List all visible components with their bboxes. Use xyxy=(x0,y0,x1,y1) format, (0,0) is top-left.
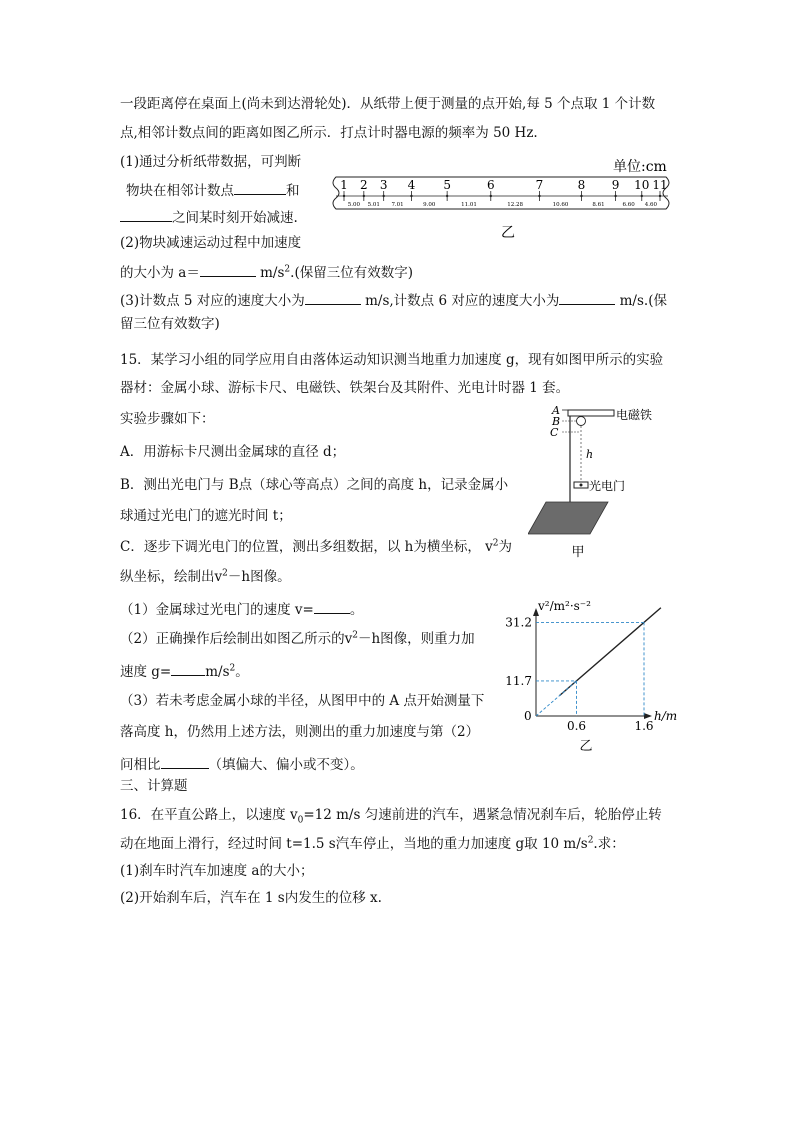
q15-step-c1: C．逐步下调光电门的位置，测出多组数据，以 h为横坐标， $v^2$为 xyxy=(120,538,512,555)
tape-point-label: 11 xyxy=(652,178,668,192)
answer-blank[interactable] xyxy=(171,661,205,676)
graph-origin-label: 0 xyxy=(524,709,532,723)
q15-sub3-line1: （3）若未考虑金属小球的半径，从图甲中的 A 点开始测量下 xyxy=(120,693,485,709)
tape-distance-label: 6.60 xyxy=(622,202,635,208)
tape-point-label: 3 xyxy=(379,178,388,192)
tape-distance-label: 4.60 xyxy=(644,202,658,208)
q15-sub3-line2: 落高度 h，仍然用上述方法，则测出的重力加速度与第（2） xyxy=(120,724,480,740)
q16-line1: 16．在平直公路上，以速度 $v_0=12$ m/s 匀速前进的汽车，遇紧急情况刹车后，轮胎停止转 xyxy=(120,807,662,826)
photogate-label: 光电门 xyxy=(589,479,626,493)
tape-point-label: 6 xyxy=(486,178,495,192)
answer-blank[interactable] xyxy=(120,207,172,222)
tape-point-label: 8 xyxy=(577,178,586,192)
q15-step-b2: 球通过光电门的遮光时间 t； xyxy=(120,508,292,524)
q15-step-b1: B．测出光电门与 B点（球心等高点）之间的高度 h，记录金属小 xyxy=(120,477,509,493)
section-3-title: 三、计算题 xyxy=(120,778,188,794)
tape-dot xyxy=(538,195,540,197)
answer-blank[interactable] xyxy=(314,599,350,614)
q14-intro-line2: 点,相邻计数点间的距离如图乙所示．打点计时器电源的频率为 50 Hz. xyxy=(120,125,538,141)
tape-point-label: 7 xyxy=(535,178,544,192)
q14-part3-line2: 留三位有效数字) xyxy=(120,316,220,332)
q15-sub2-line1: （2）正确操作后绘制出如图乙所示的$v^2-h$图像，则重力加 xyxy=(120,630,475,647)
q15-line3: 实验步骤如下： xyxy=(120,411,215,427)
graph-y-tick: 11.7 xyxy=(505,673,532,688)
q16-part2: (2)开始刹车后，汽车在 1 s内发生的位移 x. xyxy=(120,890,382,906)
tape-dot xyxy=(614,195,616,197)
tape-point-label: 1 xyxy=(340,178,348,192)
metal-ball xyxy=(577,417,586,426)
q14-part2-line2: 的大小为 $a= m/s^2$.(保留三位有效数字) xyxy=(120,262,413,282)
q15-line2: 器材：金属小球、游标卡尺、电磁铁、铁架台及其附件、光电计时器 1 套。 xyxy=(120,380,570,396)
q14-part2-line1: (2)物块减速运动过程中加速度 xyxy=(120,235,302,251)
graph-y-axis-label: v²/m²·s⁻² xyxy=(538,599,591,613)
apparatus-figure xyxy=(528,402,658,562)
graph-x-axis-label: h/m xyxy=(654,709,678,723)
base-plate xyxy=(528,502,608,534)
tape-dot xyxy=(410,195,412,197)
q14-part1-line1: (1)通过分析纸带数据，可判断 xyxy=(120,154,302,170)
answer-blank[interactable] xyxy=(161,754,209,769)
answer-blank[interactable] xyxy=(559,290,615,305)
graph-origin-guide xyxy=(536,681,577,716)
q14-part3-line1: (3)计数点 5 对应的速度大小为 m/s,计数点 6 对应的速度大小为 m/s.(保 xyxy=(120,290,667,310)
height-label: h xyxy=(586,448,594,461)
electromagnet xyxy=(568,410,614,416)
tape-dot xyxy=(641,195,643,197)
tape-dot xyxy=(363,195,365,197)
tape-dot xyxy=(382,195,384,197)
graph-x-tick: 1.6 xyxy=(634,719,654,733)
tape-distance-label: 8.61 xyxy=(592,202,605,208)
label-c: C xyxy=(550,426,559,439)
tape-distance-label: 9.00 xyxy=(423,202,436,208)
q15-step-a: A．用游标卡尺测出金属球的直径 d； xyxy=(120,444,346,460)
q14-part1-line3: 之间某时刻开始减速. xyxy=(120,207,298,227)
apparatus-caption: 甲 xyxy=(571,545,585,560)
q16-line2: 动在地面上滑行，经过时间 t=1.5 s汽车停止，当地的重力加速度 g取 10 $m/s^2$.求： xyxy=(120,835,625,852)
tape-point-label: 9 xyxy=(611,178,620,192)
q16-part1: (1)刹车时汽车加速度 a的大小； xyxy=(120,863,314,879)
tape-distance-label: 5.00 xyxy=(347,202,361,208)
graph-caption: 乙 xyxy=(579,739,593,754)
tape-point-label: 10 xyxy=(634,178,650,192)
v2-h-graph xyxy=(498,598,694,754)
tape-caption: 乙 xyxy=(501,225,515,241)
tape-distance-label: 7.01 xyxy=(391,202,404,208)
graph-x-tick: 0.6 xyxy=(566,719,587,733)
tape-dot xyxy=(659,195,661,197)
q15-sub1: （1）金属球过光电门的速度 v= 。 xyxy=(120,599,363,619)
q14-part1-line2: 物块在相邻计数点 和 xyxy=(126,180,300,200)
tape-dot xyxy=(580,195,582,197)
tape-point-label: 5 xyxy=(443,178,451,192)
tape-point-label: 2 xyxy=(359,178,368,192)
label-b: B xyxy=(552,415,561,428)
q15-sub2-line2: 速度 $g= m/s^2$。 xyxy=(120,661,249,681)
tape-distance-label: 5.01 xyxy=(367,202,380,208)
label-a: A xyxy=(552,404,560,417)
q15-sub3-line3: 问相比 （填偏大、偏小或不变）。 xyxy=(120,754,364,774)
graph-y-tick: 31.2 xyxy=(505,615,532,630)
tape-dot xyxy=(343,195,345,197)
q15-step-c2: 纵坐标，绘制出$v^2-h$图像。 xyxy=(120,568,291,585)
tape-unit-label: 单位:cm xyxy=(613,159,667,175)
q14-intro-line1: 一段距离停在桌面上(尚未到达滑轮处)．从纸带上便于测量的点开始,每 5 个点取 1 个计数 xyxy=(120,96,656,112)
tape-distance-label: 10.60 xyxy=(552,202,569,208)
tape-distance-label: 11.01 xyxy=(461,202,477,208)
answer-blank[interactable] xyxy=(305,290,361,305)
tape-point-label: 4 xyxy=(407,178,416,192)
answer-blank[interactable] xyxy=(234,180,286,195)
electromagnet-label: 电磁铁 xyxy=(616,408,653,422)
tape-dot xyxy=(490,195,492,197)
paper-tape-figure xyxy=(330,153,680,245)
tape-dot xyxy=(446,195,448,197)
tape-distance-label: 12.28 xyxy=(507,202,523,208)
answer-blank[interactable] xyxy=(200,262,256,277)
q15-line1: 15．某学习小组的同学应用自由落体运动知识测当地重力加速度 g，现有如图甲所示的实验 xyxy=(120,352,664,368)
